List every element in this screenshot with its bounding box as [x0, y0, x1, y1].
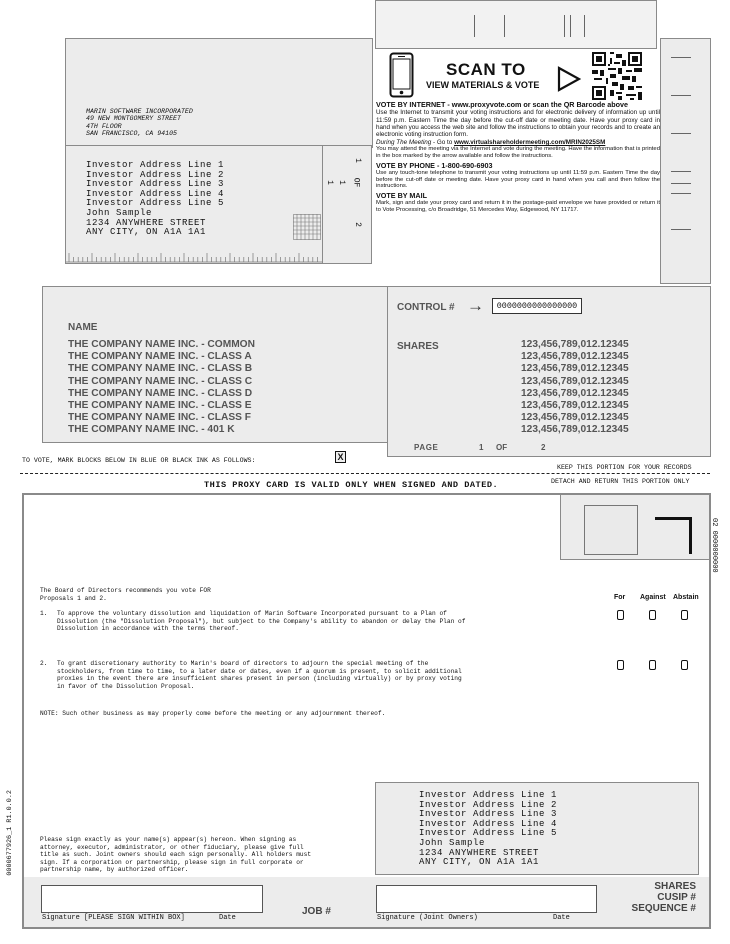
- vote-during-body: You may attend the meeting via the Internet and vote during the meeting. Have the information that is printed in the box marked by the arrow available and follow the instructions.: [376, 146, 660, 160]
- to-vote-instruction: TO VOTE, MARK BLOCKS BELOW IN BLUE OR BLACK INK AS FOLLOWS:: [22, 457, 256, 464]
- barcode-bar: [564, 15, 565, 37]
- share-amount: 123,456,789,012.12345: [521, 339, 629, 350]
- share-amount: 123,456,789,012.12345: [521, 351, 629, 363]
- vote-during: [376, 139, 660, 146]
- footer-cusip-label: CUSIP #: [657, 892, 696, 903]
- share-amount: 123,456,789,012.12345: [521, 400, 629, 412]
- corner-square: [584, 505, 638, 555]
- return-line: John Sample: [419, 837, 486, 848]
- investor-line: ANY CITY, ON A1A 1A1: [86, 227, 207, 238]
- grid-mark: [293, 214, 321, 240]
- company-name: THE COMPANY NAME INC. - CLASS E: [68, 400, 252, 412]
- signature-label: Signature [PLEASE SIGN WITHIN BOX]: [42, 914, 185, 922]
- proposal-1-line: Dissolution in accordance with the terms thereof.: [57, 625, 239, 633]
- control-shares-box: [387, 286, 711, 457]
- barcode-bar: [504, 15, 505, 37]
- share-amount: 123,456,789,012.12345: [521, 387, 629, 399]
- vote-phone-body: Use any touch-tone telephone to transmit your voting instructions up until 11:59 p.m. Eastern Time the day before the cut-off date or meeting date. Have your proxy card in hand when you call and then follow the instructions.: [376, 170, 660, 190]
- scan-title: SCAN TO: [446, 60, 526, 79]
- investor-line: Investor Address Line 1: [86, 160, 225, 170]
- sign-line: partnership name, by authorized officer.: [40, 866, 189, 874]
- barcode-tab: [375, 0, 657, 49]
- vote-internet-heading: VOTE BY INTERNET - www.proxyvote.com or scan the QR Barcode above: [376, 100, 629, 109]
- detach-label: DETACH AND RETURN THIS PORTION ONLY: [551, 478, 690, 485]
- page-total: 2: [541, 443, 546, 452]
- corner-bracket: [655, 517, 692, 554]
- share-amount: 123,456,789,012.12345: [521, 375, 629, 387]
- date-box[interactable]: [218, 885, 263, 913]
- example-mark: X: [335, 451, 346, 463]
- footer-shares-label: SHARES: [654, 881, 696, 892]
- barcode-bar: [474, 15, 475, 37]
- page-marker-d: 1: [324, 180, 334, 185]
- proposal-2-abstain-checkbox[interactable]: [681, 660, 688, 670]
- page-of: OF: [496, 443, 508, 452]
- tick: [671, 193, 691, 194]
- page-label: PAGE: [414, 443, 439, 452]
- board-recommendation: [40, 587, 211, 602]
- tick: [671, 95, 691, 96]
- proposal-1: [57, 610, 465, 633]
- return-line: ANY CITY, ON A1A 1A1: [419, 857, 540, 868]
- during-mid: - Go to: [431, 139, 455, 147]
- return-line: Investor Address Line 5: [419, 828, 558, 839]
- company-name: THE COMPANY NAME INC. - CLASS D: [68, 387, 253, 399]
- job-label: JOB #: [302, 906, 331, 917]
- footer-labels: [610, 881, 696, 914]
- proposal-2-against-checkbox[interactable]: [649, 660, 656, 670]
- proposal-2-line: To grant discretionary authority to Marin's board of directors to adjourn the special meeting of the: [57, 660, 429, 667]
- board-rec-line: The Board of Directors recommends you vote FOR: [40, 587, 211, 594]
- sender-box: [65, 38, 373, 148]
- right-tab: [660, 38, 711, 284]
- page-marker-a: 1: [352, 158, 362, 163]
- proposal-1-line: Dissolution (the "Dissolution Proposal"), but subject to the Company's ability to abandon or delay the Plan of: [57, 617, 466, 625]
- side-code-right-2: 02: [710, 518, 718, 527]
- control-number-field: 0000000000000000: [492, 298, 582, 314]
- meeting-url-link[interactable]: www.virtualshareholdermeeting.com/MRIN2025SM: [454, 139, 606, 147]
- joint-signature-label: Signature (Joint Owners): [377, 914, 478, 922]
- barcode-bar: [584, 15, 585, 37]
- note-text: NOTE: Such other business as may properly come before the meeting or any adjournment thereof.: [40, 710, 386, 717]
- board-rec-line: Proposals 1 and 2.: [40, 594, 107, 602]
- page-marker-of: OF: [351, 177, 361, 188]
- sender-line: MARIN SOFTWARE INCORPORATED: [86, 108, 193, 115]
- sender-line: 4TH FLOOR: [86, 122, 122, 130]
- name-label: NAME: [68, 322, 98, 333]
- investor-line: Investor Address Line 5: [86, 198, 225, 209]
- proposal-2: [57, 660, 462, 690]
- return-line: 1234 ANYWHERE STREET: [419, 847, 540, 858]
- investor-address: [86, 161, 224, 238]
- investor-line: Investor Address Line 2: [86, 169, 225, 180]
- company-name: THE COMPANY NAME INC. - 401 K: [68, 424, 235, 436]
- return-line: Investor Address Line 4: [419, 818, 558, 829]
- control-arrow-icon: →: [467, 296, 484, 315]
- company-name: THE COMPANY NAME INC. - COMMON: [68, 339, 255, 350]
- during-label: During The Meeting: [376, 139, 432, 147]
- return-line: Investor Address Line 3: [419, 809, 558, 820]
- vote-mail-body: Mark, sign and date your proxy card and return it in the postage-paid envelope we have provided or return it to Vote Processing, c/o Broadridge, 51 Mercedes Way, Edgewood, NY 11717.: [376, 200, 660, 213]
- voting-instructions: [376, 101, 660, 213]
- ruler: [66, 251, 322, 263]
- vote-internet-body: Use the Internet to transmit your voting instructions and for electronic delivery of information up until 11:59 p.m. Eastern Time the day before the cut-off date or meeting date. Have your proxy card in hand when you access the web site and follow the instructions to obtain your records and to create an electronic voting instruction form.: [376, 109, 660, 139]
- tick: [671, 183, 691, 184]
- side-code-right: [710, 518, 718, 573]
- company-names: [68, 339, 255, 437]
- tick: [671, 229, 691, 230]
- qr-code-icon: [592, 52, 642, 100]
- return-address-box: [375, 782, 699, 875]
- corner-mark-box: [560, 494, 710, 560]
- page-marker-box: [322, 145, 372, 264]
- share-amount: 123,456,789,012.12345: [521, 363, 629, 375]
- sign-instructions: [40, 836, 311, 874]
- return-address: [419, 791, 557, 868]
- phone-icon: [389, 52, 414, 98]
- page-marker-c: 1: [336, 180, 346, 185]
- control-label: CONTROL #: [397, 302, 455, 313]
- sender-line: SAN FRANCISCO, CA 94105: [86, 130, 178, 138]
- investor-window: [65, 145, 323, 264]
- col-against: Against: [640, 594, 666, 601]
- joint-date-label: Date: [553, 914, 570, 922]
- tick: [671, 57, 691, 58]
- sign-line: sign. If a corporation or partnership, please sign in full corporate or: [40, 858, 304, 866]
- joint-date-box[interactable]: [553, 885, 597, 913]
- investor-line: John Sample: [86, 207, 153, 218]
- side-code-left: 0000677926_1 R1.0.0.2: [6, 790, 14, 876]
- barcode-bar: [570, 15, 571, 37]
- footer-sequence-label: SEQUENCE #: [631, 903, 696, 914]
- proposal-2-line: in favor of the Dissolution Proposal.: [57, 682, 195, 690]
- shares-label: SHARES: [397, 341, 439, 352]
- page-number: 1: [479, 443, 484, 452]
- sender-line: 49 NEW MONTGOMERY STREET: [86, 115, 181, 123]
- proposal-1-number: 1.: [40, 610, 48, 617]
- company-name: THE COMPANY NAME INC. - CLASS A: [68, 351, 252, 363]
- share-amount: 123,456,789,012.12345: [521, 412, 629, 424]
- proposal-2-number: 2.: [40, 660, 48, 667]
- col-for: For: [614, 594, 626, 601]
- proposal-2-line: stockholders, from time to time, to a later date or dates, even if a quorum is present, to solicit additional: [57, 667, 462, 675]
- company-name: THE COMPANY NAME INC. - CLASS B: [68, 363, 253, 375]
- sign-line: Please sign exactly as your name(s) appear(s) hereon. When signing as: [40, 836, 297, 843]
- proposal-2-line: proxies in the event there are insufficient shares present in person (including virtually) or by proxy voting: [57, 675, 462, 683]
- vote-mail-heading: VOTE BY MAIL: [376, 190, 427, 200]
- proposal-1-against-checkbox[interactable]: [649, 610, 656, 620]
- valid-notice: THIS PROXY CARD IS VALID ONLY WHEN SIGNED AND DATED.: [204, 480, 499, 490]
- proposal-1-line: To approve the voluntary dissolution and liquidation of Marin Software Incorporated pursuant to a Plan of: [57, 610, 447, 617]
- scan-subtitle: VIEW MATERIALS & VOTE: [426, 80, 540, 90]
- share-amounts: [521, 339, 629, 437]
- sender-address: [86, 108, 193, 138]
- return-line: Investor Address Line 1: [419, 790, 558, 800]
- share-amount: 123,456,789,012.12345: [521, 424, 629, 436]
- sign-line: attorney, executor, administrator, or other fiduciary, please give full: [40, 843, 304, 851]
- investor-line: Investor Address Line 4: [86, 188, 225, 199]
- return-line: Investor Address Line 2: [419, 799, 558, 810]
- investor-line: 1234 ANYWHERE STREET: [86, 217, 207, 228]
- date-label: Date: [219, 914, 236, 922]
- cut-line: [20, 473, 710, 474]
- company-name: THE COMPANY NAME INC. - CLASS C: [68, 375, 253, 387]
- col-abstain: Abstain: [673, 594, 699, 601]
- side-code-right-1: 0000000000: [710, 530, 718, 573]
- proposal-2-for-checkbox[interactable]: [617, 660, 624, 670]
- proposal-1-abstain-checkbox[interactable]: [681, 610, 688, 620]
- investor-line: Investor Address Line 3: [86, 179, 225, 190]
- play-arrow-icon: [557, 66, 581, 92]
- tick: [671, 171, 691, 172]
- keep-portion-label: KEEP THIS PORTION FOR YOUR RECORDS: [557, 464, 692, 471]
- sign-line: title as such. Joint owners should each sign personally. All holders must: [40, 851, 312, 859]
- joint-signature-box[interactable]: [376, 885, 555, 913]
- proposal-1-for-checkbox[interactable]: [617, 610, 624, 620]
- company-name: THE COMPANY NAME INC. - CLASS F: [68, 412, 252, 424]
- vote-phone-heading: VOTE BY PHONE - 1-800-690-6903: [376, 160, 493, 170]
- page-marker-b: 2: [352, 222, 362, 227]
- signature-box[interactable]: [41, 885, 220, 913]
- tick: [671, 133, 691, 134]
